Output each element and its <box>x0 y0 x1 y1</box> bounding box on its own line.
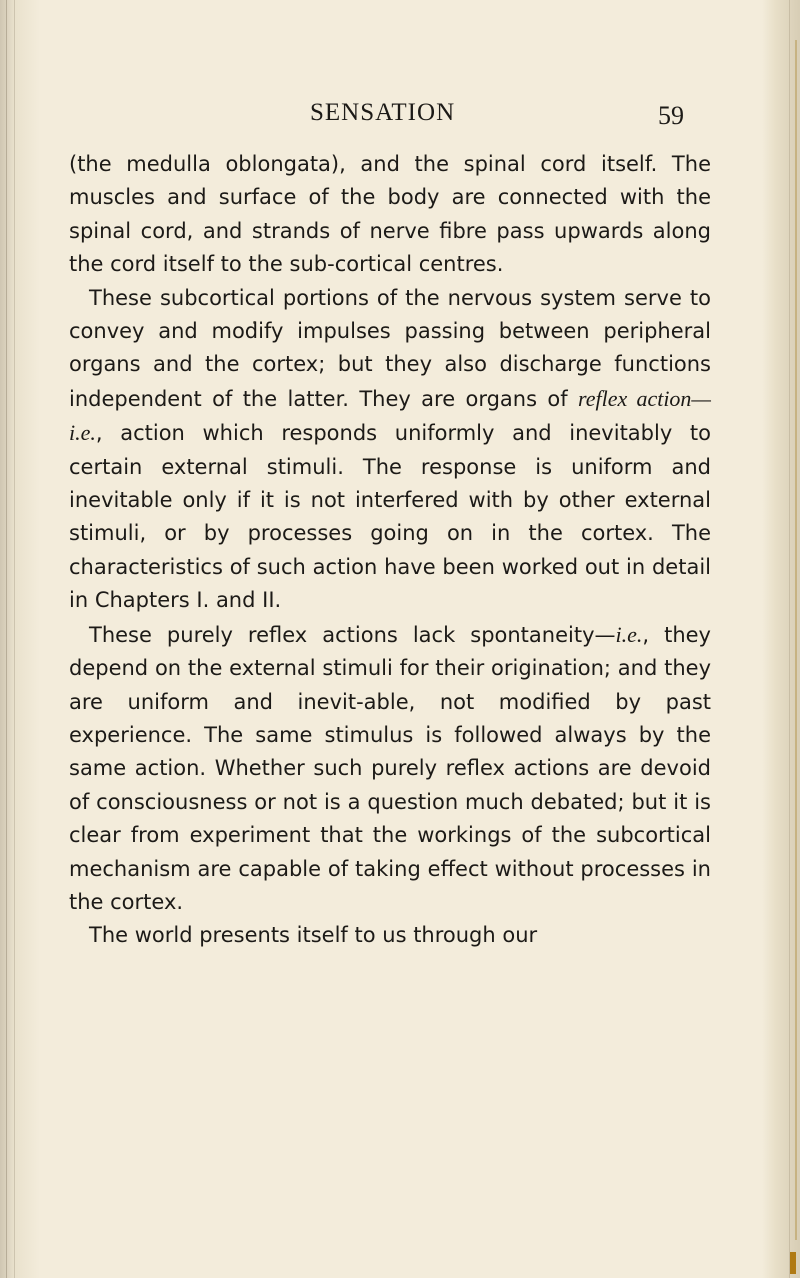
page-number: 59 <box>658 101 684 130</box>
page-corner-mark <box>790 1252 796 1274</box>
page-right-edge <box>762 0 800 1278</box>
paragraph-2-italic-term: reflex action—i.e. <box>69 385 711 446</box>
paragraph-2-text-after: , action which responds uniformly and inevitably to certain external stimuli. The response is uniform and inevitable only if it is not interfered with by other external stimuli, or by processes going on in the cortex. The characteristics of such action have been worked out in detail in Chapters I. and II. <box>69 421 711 613</box>
paragraph-4-text: The world presents itself to us through our <box>89 923 538 948</box>
paragraph-3-text-after: , they depend on the external stimuli for their origination; and they are uniform and inevit-able, not modified by past experience. The same stimulus is followed always by the same action. Whether such purely reflex actions are devoid of consciousness or not is a question much debated; but it is clear from experiment that the workings of the subcortical mechanism are capable of taking effect without processes in the cortex. <box>69 622 711 914</box>
paragraph-4 <box>69 919 711 952</box>
paragraph-1 <box>69 148 711 282</box>
page-header <box>0 96 800 132</box>
paragraph-2-text-before: These subcortical portions of the nervous system serve to convey and modify impulses passing between peripheral organs and the cortex; but they also discharge functions independent of the latter. They are organs of <box>69 285 711 411</box>
paragraph-3-text-before: These purely reflex actions lack spontaneity— <box>89 622 616 647</box>
paragraph-3 <box>69 618 711 920</box>
paragraph-2 <box>69 282 711 618</box>
paragraph-3-italic-term: i.e. <box>615 621 643 647</box>
paragraph-1-text: (the medulla oblongata), and the spinal cord itself. The muscles and surface of the body are connected with the spinal cord, and strands of nerve fibre pass upwards along the cord itself to the sub-cortical centres. <box>69 152 711 277</box>
running-head: SENSATION <box>310 99 456 126</box>
page-left-edge <box>0 0 40 1278</box>
body-text <box>69 148 711 953</box>
